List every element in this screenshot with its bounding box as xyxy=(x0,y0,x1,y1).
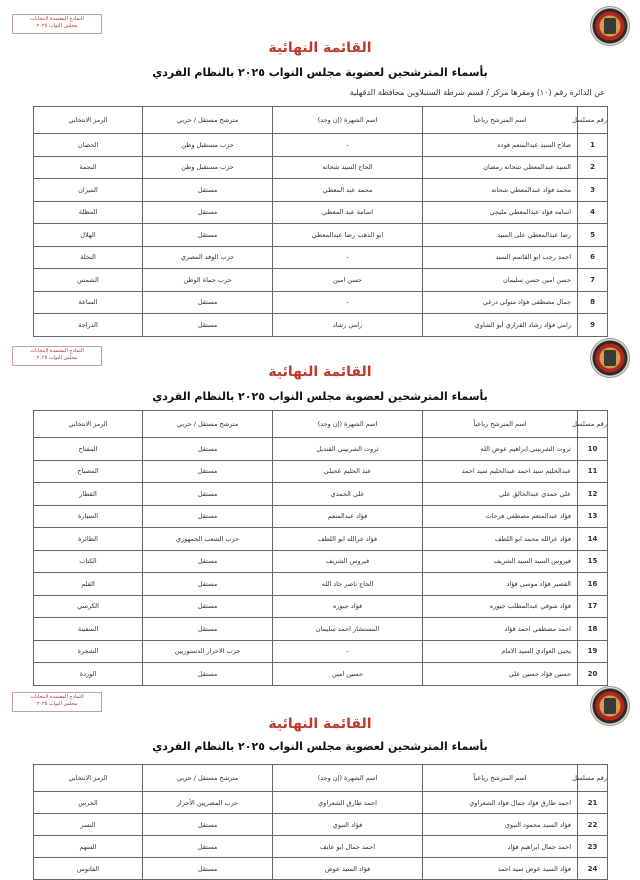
table-row xyxy=(34,640,608,663)
candidate-name-cell: فيروس السيد السيد الشريف xyxy=(423,550,578,573)
stamp: النماذج المعتمدة لانتخابات مجلس النواب ٢٠٢٥ xyxy=(12,14,102,34)
nickname-cell: احمد طارق الشعراوي xyxy=(273,792,423,814)
affiliation-cell: مستقل xyxy=(143,663,273,686)
column-header: الرمز الانتخابي xyxy=(34,765,143,792)
table-row xyxy=(34,792,608,814)
serial-number-cell: 17 xyxy=(578,595,608,618)
affiliation-cell: مستقل xyxy=(143,550,273,573)
nickname-cell: رامي رشاد xyxy=(273,314,423,337)
affiliation-cell: مستقل xyxy=(143,483,273,506)
affiliation-cell: مستقل xyxy=(143,618,273,641)
table-row xyxy=(34,134,608,157)
column-header: اسم الشهرة (إن وجد) xyxy=(273,411,423,438)
nickname-cell: احمد جمال ابو عايف xyxy=(273,836,423,858)
nickname-cell: حسن امين xyxy=(273,269,423,292)
affiliation-cell: مستقل xyxy=(143,201,273,224)
candidate-name-cell: فؤاد عزالله محمد ابو اللطف xyxy=(423,528,578,551)
candidate-name-cell: فؤاد السيد محمود النبوي xyxy=(423,814,578,836)
candidate-name-cell: رضا عبدالمعطي على السيد xyxy=(423,224,578,247)
symbol-cell: الساعة xyxy=(34,291,143,314)
nickname-cell: حسين امين xyxy=(273,663,423,686)
symbol-cell: السيارة xyxy=(34,505,143,528)
column-header: اسم المترشح رباعياً xyxy=(423,411,578,438)
column-header: رقم مسلسل xyxy=(578,765,608,792)
candidate-name-cell: حسين فؤاد حسين علي xyxy=(423,663,578,686)
affiliation-cell: حزب حماة الوطن xyxy=(143,269,273,292)
table-row xyxy=(34,858,608,880)
serial-number-cell: 20 xyxy=(578,663,608,686)
table-row xyxy=(34,224,608,247)
table-row xyxy=(34,618,608,641)
serial-number-cell: 23 xyxy=(578,836,608,858)
symbol-cell: الكرسي xyxy=(34,595,143,618)
table-row xyxy=(34,438,608,461)
table-row xyxy=(34,483,608,506)
affiliation-cell: مستقل xyxy=(143,595,273,618)
candidates-table xyxy=(33,106,608,337)
symbol-cell: القطار xyxy=(34,483,143,506)
nickname-cell: فيروس الشريف xyxy=(273,550,423,573)
symbol-cell: الحصان xyxy=(34,134,143,157)
column-header: الرمز الانتخابي xyxy=(34,411,143,438)
symbol-cell: الشجرة xyxy=(34,640,143,663)
nickname-cell: - xyxy=(273,640,423,663)
nickname-cell: محمد عبد المعطي xyxy=(273,179,423,202)
list-heading: بأسماء المترشحين لعضوية مجلس النواب ٢٠٢٥ بالنظام الفردي xyxy=(152,390,488,403)
table-row xyxy=(34,201,608,224)
column-header: رقم مسلسل xyxy=(578,411,608,438)
candidate-name-cell: حسن امين حسن سليمان xyxy=(423,269,578,292)
serial-number-cell: 4 xyxy=(578,201,608,224)
nickname-cell: فؤاد جيوره xyxy=(273,595,423,618)
affiliation-cell: حزب الوفد المصري xyxy=(143,246,273,269)
symbol-cell: السفينة xyxy=(34,618,143,641)
candidate-name-cell: اسامه فؤاد عبدالمعطي مليجي xyxy=(423,201,578,224)
column-header: مترشح مستقل / حزبي xyxy=(143,765,273,792)
table-row xyxy=(34,528,608,551)
nickname-cell: فؤاد عبدالمنعم xyxy=(273,505,423,528)
list-heading: بأسماء المترشحين لعضوية مجلس النواب ٢٠٢٥ بالنظام الفردي xyxy=(152,740,488,753)
column-header: الرمز الانتخابي xyxy=(34,107,143,134)
nickname-cell: على الحمدي xyxy=(273,483,423,506)
affiliation-cell: مستقل xyxy=(143,814,273,836)
serial-number-cell: 11 xyxy=(578,460,608,483)
document-page-1 xyxy=(0,0,640,330)
serial-number-cell: 16 xyxy=(578,573,608,596)
page-title: القائمة النهائية xyxy=(268,40,372,56)
document-page-2 xyxy=(0,332,640,676)
table-row xyxy=(34,460,608,483)
symbol-cell: الطائرة xyxy=(34,528,143,551)
table-row xyxy=(34,595,608,618)
symbol-cell: النسر xyxy=(34,814,143,836)
nickname-cell: فؤاد النبوي xyxy=(273,814,423,836)
symbol-cell: الجرس xyxy=(34,792,143,814)
symbol-cell: المصباح xyxy=(34,460,143,483)
candidate-name-cell: القصير فؤاد موسى فؤاد xyxy=(423,573,578,596)
candidate-name-cell: علي حمدي عبدالخالق علي xyxy=(423,483,578,506)
candidate-name-cell: عبدالحليم سيد احمد عبدالحليم سيد احمد xyxy=(423,460,578,483)
document-page-3 xyxy=(0,680,640,879)
affiliation-cell: مستقل xyxy=(143,573,273,596)
candidate-name-cell: يحيى العوادي السيد الامام xyxy=(423,640,578,663)
serial-number-cell: 5 xyxy=(578,224,608,247)
candidate-name-cell: ثروت الشربيني ابراهيم عوض الله xyxy=(423,438,578,461)
affiliation-cell: حزب المصريين الأحرار xyxy=(143,792,273,814)
serial-number-cell: 2 xyxy=(578,156,608,179)
candidate-name-cell: فؤاد عبدالمنعم مصطفي فرحات xyxy=(423,505,578,528)
table-row xyxy=(34,269,608,292)
symbol-cell: النجمة xyxy=(34,156,143,179)
candidate-name-cell: محمد فؤاد عبدالمعطي شحاته xyxy=(423,179,578,202)
candidate-name-cell: احمد جمال ابراهيم فؤاد xyxy=(423,836,578,858)
affiliation-cell: مستقل xyxy=(143,858,273,880)
nickname-cell: الحاج السيد شحاته xyxy=(273,156,423,179)
serial-number-cell: 7 xyxy=(578,269,608,292)
nickname-cell: فؤاد عزالله ابو اللطف xyxy=(273,528,423,551)
nickname-cell: ابو الدهب رضا عبدالمعطي xyxy=(273,224,423,247)
affiliation-cell: مستقل xyxy=(143,179,273,202)
table-row xyxy=(34,505,608,528)
affiliation-cell: حزب الشعب الجمهوري xyxy=(143,528,273,551)
serial-number-cell: 13 xyxy=(578,505,608,528)
affiliation-cell: مستقل xyxy=(143,291,273,314)
affiliation-cell: حزب مستقبل وطن xyxy=(143,156,273,179)
nickname-cell: الحاج ناصر جاد الله xyxy=(273,573,423,596)
table-header-row xyxy=(34,107,608,134)
affiliation-cell: حزب مستقبل وطن xyxy=(143,134,273,157)
nickname-cell: فؤاد السيد عوض xyxy=(273,858,423,880)
symbol-cell: المفتاح xyxy=(34,438,143,461)
table-row xyxy=(34,246,608,269)
table-row xyxy=(34,836,608,858)
affiliation-cell: مستقل xyxy=(143,314,273,337)
affiliation-cell: حزب الاحرار الدستوريين xyxy=(143,640,273,663)
candidate-name-cell: فؤاد شوقي عبدالمطلب جيوره xyxy=(423,595,578,618)
symbol-cell: السهم xyxy=(34,836,143,858)
nickname-cell: - xyxy=(273,134,423,157)
nickname-cell: ثروت الشربيني القنديل xyxy=(273,438,423,461)
page-title: القائمة النهائية xyxy=(268,364,372,380)
table-row xyxy=(34,550,608,573)
affiliation-cell: مستقل xyxy=(143,224,273,247)
symbol-cell: الوردة xyxy=(34,663,143,686)
column-header: رقم مسلسل xyxy=(578,107,608,134)
symbol-cell: الدراجة xyxy=(34,314,143,337)
symbol-cell: القلم xyxy=(34,573,143,596)
serial-number-cell: 9 xyxy=(578,314,608,337)
page-title: القائمة النهائية xyxy=(268,716,372,732)
symbol-cell: الميزان xyxy=(34,179,143,202)
stamp: النماذج المعتمدة لانتخابات مجلس النواب ٢٠٢٥ xyxy=(12,346,102,366)
serial-number-cell: 3 xyxy=(578,179,608,202)
symbol-cell: الكتاب xyxy=(34,550,143,573)
column-header: اسم الشهرة (إن وجد) xyxy=(273,107,423,134)
table-header-row xyxy=(34,411,608,438)
affiliation-cell: مستقل xyxy=(143,836,273,858)
serial-number-cell: 24 xyxy=(578,858,608,880)
candidate-name-cell: رامي فؤاد رشاد القزازي أبو الشاوي xyxy=(423,314,578,337)
symbol-cell: المظلة xyxy=(34,201,143,224)
nickname-cell: - xyxy=(273,291,423,314)
candidate-name-cell: السيد عبدالمعطي شحاته رمضان xyxy=(423,156,578,179)
nickname-cell: - xyxy=(273,246,423,269)
candidate-name-cell: احمد رجب ابو القاسم السيد xyxy=(423,246,578,269)
nickname-cell: عبد الحليم عجيلي xyxy=(273,460,423,483)
candidates-table xyxy=(33,410,608,686)
column-header: اسم المترشح رباعياً xyxy=(423,765,578,792)
column-header: اسم الشهرة (إن وجد) xyxy=(273,765,423,792)
nickname-cell: اسامة عبد المعطي xyxy=(273,201,423,224)
table-row xyxy=(34,814,608,836)
candidates-table xyxy=(33,764,608,880)
serial-number-cell: 14 xyxy=(578,528,608,551)
symbol-cell: الشمس xyxy=(34,269,143,292)
list-heading: بأسماء المترشحين لعضوية مجلس النواب ٢٠٢٥ بالنظام الفردي xyxy=(152,66,488,79)
symbol-cell: النخلة xyxy=(34,246,143,269)
table-header-row xyxy=(34,765,608,792)
serial-number-cell: 10 xyxy=(578,438,608,461)
serial-number-cell: 18 xyxy=(578,618,608,641)
serial-number-cell: 6 xyxy=(578,246,608,269)
stamp: النماذج المعتمدة لانتخابات مجلس النواب ٢٠٢٥ xyxy=(12,692,102,712)
district-subtitle: عن الدائرة رقم (١٠) ومقرها مركز / قسم شرطة السنبلاوين محافظة الدقهلية xyxy=(349,88,605,97)
affiliation-cell: مستقل xyxy=(143,438,273,461)
affiliation-cell: مستقل xyxy=(143,505,273,528)
symbol-cell: الفانوس xyxy=(34,858,143,880)
serial-number-cell: 8 xyxy=(578,291,608,314)
serial-number-cell: 19 xyxy=(578,640,608,663)
candidate-name-cell: صلاح السيد عبدالمنعم فوده xyxy=(423,134,578,157)
serial-number-cell: 1 xyxy=(578,134,608,157)
affiliation-cell: مستقل xyxy=(143,460,273,483)
serial-number-cell: 22 xyxy=(578,814,608,836)
column-header: مترشح مستقل / حزبي xyxy=(143,107,273,134)
candidate-name-cell: احمد مصطفي احمد فؤاد xyxy=(423,618,578,641)
column-header: مترشح مستقل / حزبي xyxy=(143,411,273,438)
table-row xyxy=(34,179,608,202)
symbol-cell: الهلال xyxy=(34,224,143,247)
serial-number-cell: 12 xyxy=(578,483,608,506)
column-header: اسم المترشح رباعياً xyxy=(423,107,578,134)
nickname-cell: المستشار احمد سليمان xyxy=(273,618,423,641)
table-row xyxy=(34,156,608,179)
table-row xyxy=(34,291,608,314)
serial-number-cell: 15 xyxy=(578,550,608,573)
serial-number-cell: 21 xyxy=(578,792,608,814)
candidate-name-cell: احمد طارق فؤاد جمال فؤاد الشعراوي xyxy=(423,792,578,814)
candidate-name-cell: فؤاد السيد عوض سيد احمد xyxy=(423,858,578,880)
table-row xyxy=(34,573,608,596)
candidate-name-cell: جمال مصطفى فؤاد متولي درغي xyxy=(423,291,578,314)
